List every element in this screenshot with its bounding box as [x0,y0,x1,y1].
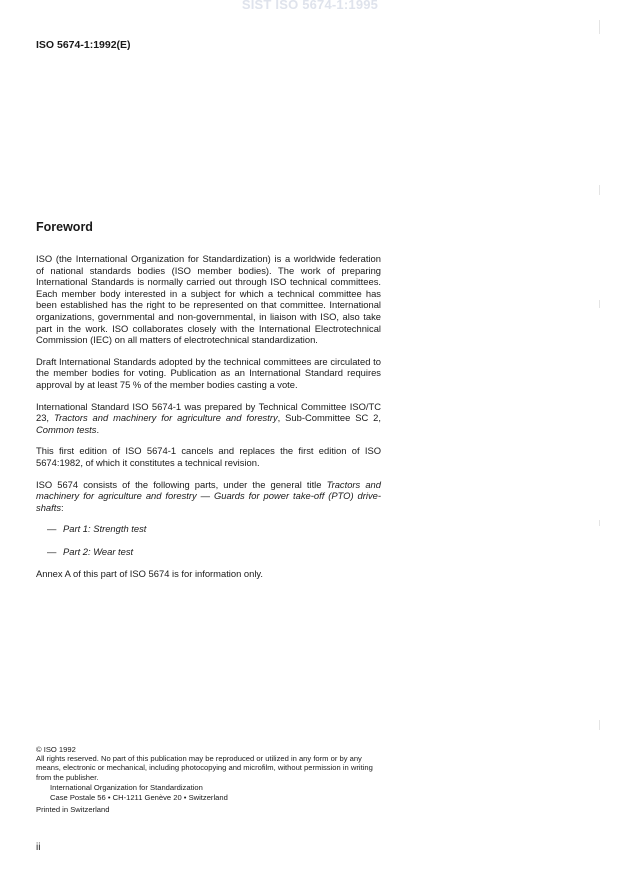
copyright-footer [36,745,386,814]
para5-text-end: : [61,501,64,513]
scan-edge-marks [599,0,601,873]
copyright-line: © ISO 1992 [36,745,76,754]
list-item [47,523,381,535]
para5-text-start: ISO 5674 consists of the following parts, under the general title [36,478,327,490]
dash-bullet: — [47,545,57,557]
document-id: ISO 5674-1:1992(E) [36,39,131,51]
part-label: Part 1: Strength test [63,523,147,535]
general-title: Tractors and machinery for agriculture and forestry — Guards for power take-off (PTO) drive-shafts [36,478,381,513]
organization-name: International Organization for Standardization [50,782,203,792]
list-item [47,546,381,558]
foreword-heading: Foreword [36,220,93,234]
foreword-paragraph-5 [36,479,381,514]
para3-text-mid: , Sub-Committee SC 2, [277,412,381,424]
dash-bullet: — [47,523,57,535]
foreword-paragraph-1: ISO (the International Organization for Standardization) is a worldwide federation of national standards bodies (ISO member bodies). The work of preparing International Standards is normally carried out through ISO technical committees. Each member body interested in a subject for which a technical committee has been established has the right to be represented on that committee. International organizations, governmental and non-governmental, in liaison with ISO, also take part in the work. ISO collaborates closely with the International Electrotechnical Commission (IEC) on all matters of electrotechnical standardization. [36,253,381,346]
printed-in: Printed in Switzerland [36,805,110,815]
committee-title: Tractors and machinery for agriculture and forestry [53,412,278,424]
para3-text-start: International Standard ISO 5674-1 was prepared by Technical Committee ISO/TC 23, [36,400,381,424]
foreword-paragraph-4: This first edition of ISO 5674-1 cancels and replaces the first edition of ISO 5674:1982, of which it constitutes a technical revision. [36,445,381,468]
part-label: Part 2: Wear test [63,545,134,557]
watermark: SIST ISO 5674-1:1995 [241,0,379,12]
parts-list [47,523,381,557]
rights-statement: All rights reserved. No part of this publication may be reproduced or utilized in any form or by any means, electronic or mechanical, including photocopying and microfilm, without permission in writing from the publisher. [36,754,373,782]
page-number: ii [36,842,41,853]
foreword-paragraph-2: Draft International Standards adopted by the technical committees are circulated to the member bodies for voting. Publication as an International Standard requires approval by at least 75 % of the member bodies casting a vote. [36,355,381,390]
para3-text-end: . [96,423,100,435]
organization-address: Case Postale 56 • CH-1211 Genève 20 • Switzerland [50,793,228,803]
foreword-paragraph-6: Annex A of this part of ISO 5674 is for information only. [36,568,264,580]
foreword-paragraph-3 [36,401,381,436]
foreword-body [36,253,381,590]
subcommittee-title: Common tests [36,423,97,435]
